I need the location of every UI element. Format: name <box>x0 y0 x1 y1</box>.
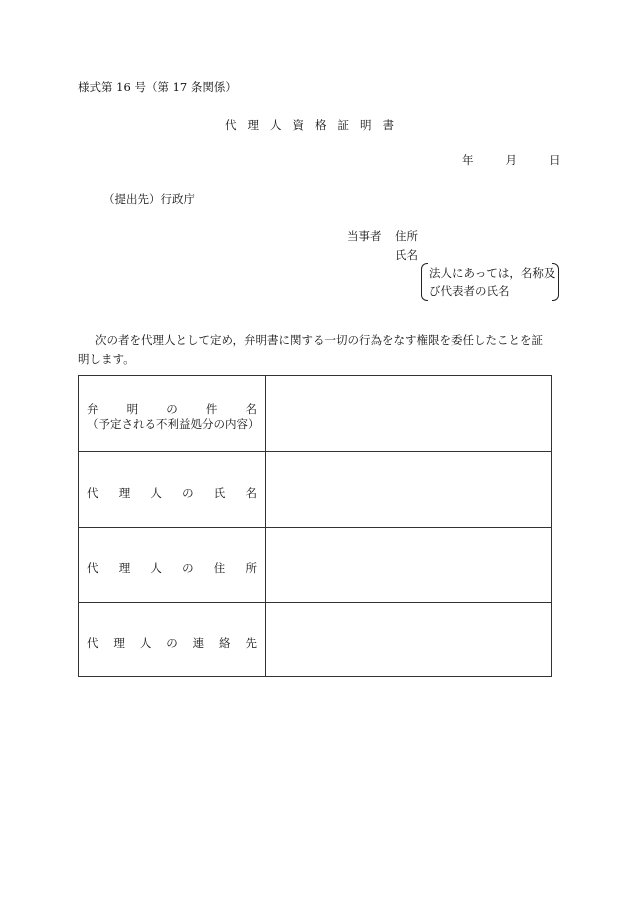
label-char: 氏 <box>213 486 226 500</box>
corporate-note-line2: び代表者の氏名 <box>429 284 510 298</box>
corporate-note <box>421 262 559 302</box>
label-char: 連 <box>192 636 205 650</box>
label-char: 住 <box>213 561 226 575</box>
agent-contact-label <box>87 635 257 651</box>
table-row-agent-address <box>79 527 551 603</box>
label-char: 代 <box>87 486 99 500</box>
label-char: の <box>182 486 194 500</box>
label-char: 代 <box>87 636 99 650</box>
label-char: の <box>166 636 178 650</box>
date-line <box>462 155 561 167</box>
party-label: 当事者 <box>347 229 382 243</box>
agent-contact-value-field[interactable] <box>266 602 551 677</box>
agent-address-value-field[interactable] <box>266 527 551 602</box>
label-cell <box>79 602 266 677</box>
address-label: 住所 <box>395 229 418 243</box>
agent-name-label <box>87 485 257 501</box>
label-char: 理 <box>118 561 131 575</box>
label-cell <box>79 452 266 527</box>
label-char: 明 <box>126 402 139 416</box>
name-label: 氏名 <box>395 248 418 262</box>
date-month-unit: 月 <box>505 153 517 167</box>
label-cell <box>79 376 266 451</box>
agent-info-table <box>78 375 552 677</box>
table-row-agent-name <box>79 452 551 528</box>
label-char: 代 <box>87 561 99 575</box>
recipient-line: （提出先）行政庁 <box>103 192 195 206</box>
agent-name-value-field[interactable] <box>266 452 551 527</box>
document-title: 代理人資格証明書 <box>225 118 405 132</box>
date-year-unit: 年 <box>462 153 474 167</box>
label-cell <box>79 527 266 602</box>
statement-line-1: 次の者を代理人として定め，弁明書に関する一切の行為をなす権限を委任したことを証 <box>95 333 544 347</box>
left-brace <box>421 263 428 301</box>
table-row-subject <box>79 376 551 452</box>
label-char: 理 <box>113 636 125 650</box>
label-char: 名 <box>245 486 257 500</box>
label-char: の <box>182 561 194 575</box>
label-char: 人 <box>150 561 162 575</box>
label-char: 人 <box>139 636 152 650</box>
table-row-agent-contact <box>79 602 551 677</box>
corporate-note-line1: 法人にあっては，名称及 <box>429 266 556 280</box>
right-brace <box>552 263 559 301</box>
label-char: 理 <box>118 486 131 500</box>
label-char: 人 <box>150 486 162 500</box>
label-char: 所 <box>245 561 257 575</box>
label-char: 弁 <box>87 402 99 416</box>
agent-address-label <box>87 560 257 576</box>
statement-line-2: 明します。 <box>78 352 135 366</box>
label-char: 先 <box>245 636 257 650</box>
label-char: 名 <box>245 402 257 416</box>
label-char: 件 <box>205 402 218 416</box>
label-char: の <box>166 402 178 416</box>
form-number: 様式第 16 号（第 17 条関係） <box>78 80 237 94</box>
label-char: 絡 <box>219 636 231 650</box>
subject-sublabel: （予定される不利益処分の内容） <box>87 417 260 431</box>
date-day-unit: 日 <box>549 153 561 167</box>
subject-value-field[interactable] <box>266 376 551 451</box>
subject-label <box>87 401 257 417</box>
